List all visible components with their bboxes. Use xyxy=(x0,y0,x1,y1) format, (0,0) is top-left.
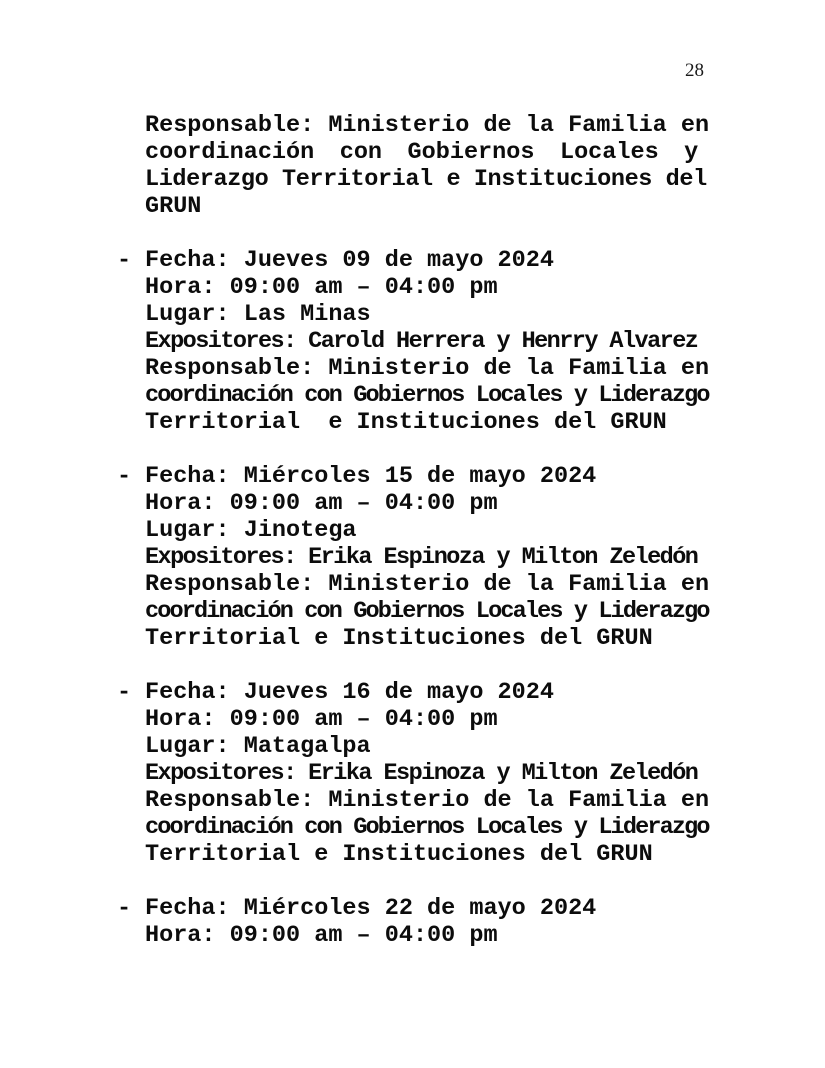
event-hora: Hora: 09:00 am – 04:00 pm xyxy=(145,706,498,733)
bullet-dash: - xyxy=(117,679,132,706)
event-expositores: Expositores: Erika Espinoza y Milton Zeledón xyxy=(145,544,698,571)
event-item xyxy=(117,895,710,949)
event-lugar: Lugar: Las Minas xyxy=(145,301,371,328)
event-responsable-line: Responsable: Ministerio de la Familia en xyxy=(145,787,710,814)
page-number: 28 xyxy=(685,60,704,81)
intro-line: GRUN xyxy=(145,193,202,220)
event-responsable-line: coordinación con Gobiernos Locales y Liderazgo xyxy=(145,598,709,625)
event-expositores: Expositores: Erika Espinoza y Milton Zeledón xyxy=(145,760,698,787)
event-expositores: Expositores: Carold Herrera y Henrry Alvarez xyxy=(145,328,698,355)
event-fecha: Fecha: Miércoles 15 de mayo 2024 xyxy=(145,463,597,490)
intro-line: coordinación con Gobiernos Locales y xyxy=(145,139,699,166)
intro-paragraph xyxy=(145,112,710,220)
intro-line: Responsable: Ministerio de la Familia en xyxy=(145,112,710,139)
event-fecha: Fecha: Miércoles 22 de mayo 2024 xyxy=(145,895,597,922)
event-responsable-line: Territorial e Instituciones del GRUN xyxy=(145,409,667,436)
event-hora: Hora: 09:00 am – 04:00 pm xyxy=(145,490,498,517)
bullet-dash: - xyxy=(117,895,132,922)
event-hora: Hora: 09:00 am – 04:00 pm xyxy=(145,274,498,301)
event-responsable-line: coordinación con Gobiernos Locales y Liderazgo xyxy=(145,382,709,409)
bullet-dash: - xyxy=(117,463,132,490)
event-responsable-line: Territorial e Instituciones del GRUN xyxy=(145,841,653,868)
event-lugar: Lugar: Matagalpa xyxy=(145,733,371,760)
page-content xyxy=(117,112,710,949)
bullet-dash: - xyxy=(117,247,132,274)
event-responsable-line: Territorial e Instituciones del GRUN xyxy=(145,625,653,652)
event-fecha: Fecha: Jueves 09 de mayo 2024 xyxy=(145,247,554,274)
event-responsable-line: Responsable: Ministerio de la Familia en xyxy=(145,571,710,598)
event-lugar: Lugar: Jinotega xyxy=(145,517,357,544)
event-responsable-line: Responsable: Ministerio de la Familia en xyxy=(145,355,710,382)
event-item xyxy=(117,679,710,868)
event-item xyxy=(117,463,710,652)
event-item xyxy=(117,247,710,436)
event-fecha: Fecha: Jueves 16 de mayo 2024 xyxy=(145,679,554,706)
event-responsable-line: coordinación con Gobiernos Locales y Liderazgo xyxy=(145,814,709,841)
intro-line: Liderazgo Territorial e Instituciones del xyxy=(145,166,707,193)
event-hora: Hora: 09:00 am – 04:00 pm xyxy=(145,922,498,949)
